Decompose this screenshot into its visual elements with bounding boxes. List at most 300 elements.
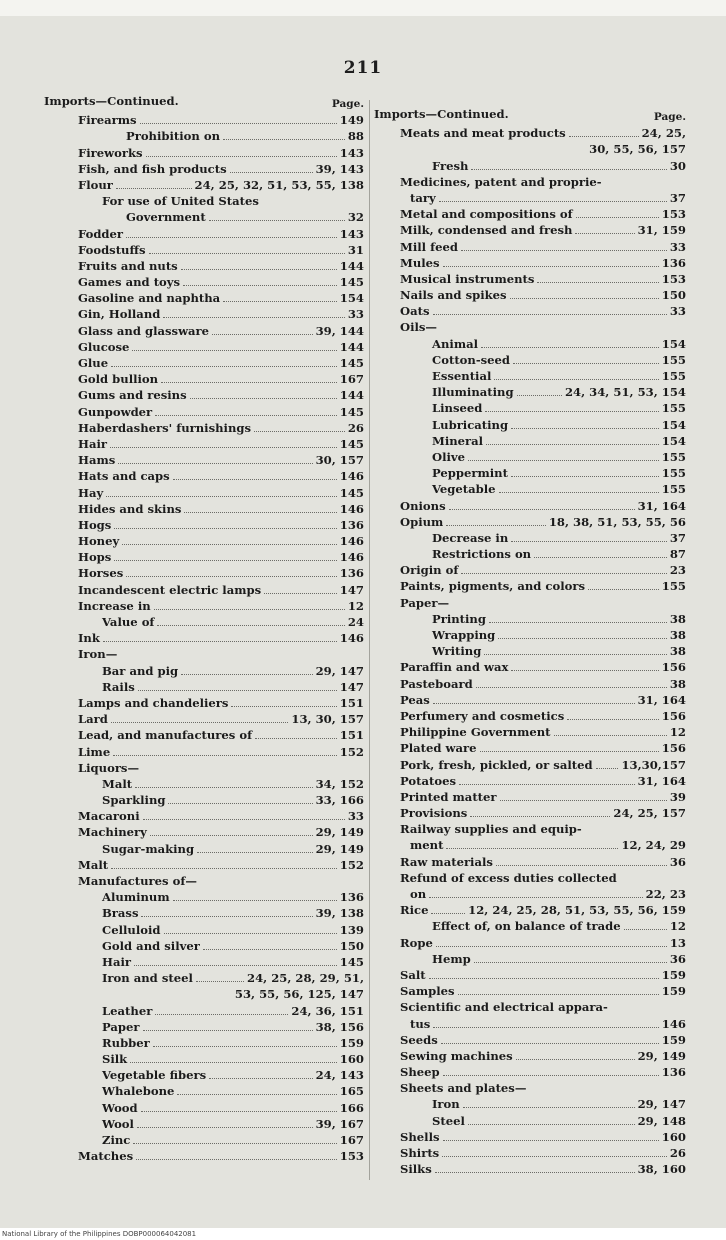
entry-pages: 53, 55, 56, 125, 147	[234, 987, 364, 1002]
dot-leader	[481, 346, 659, 348]
right-index-entry	[374, 561, 686, 577]
dot-leader	[130, 1061, 337, 1063]
entry-label: Lamps and chandeliers	[78, 695, 229, 710]
entry-label: Glucose	[78, 339, 130, 354]
left-index-entry	[44, 839, 364, 855]
dot-leader	[485, 410, 658, 412]
entry-pages: 159	[661, 967, 686, 982]
left-index-entry	[44, 321, 364, 337]
entry-label: Macaroni	[78, 809, 140, 824]
right-index-entry	[374, 772, 686, 788]
dot-leader	[480, 750, 659, 752]
left-index-entry	[44, 1066, 364, 1082]
entry-pages: 13, 30, 157	[291, 712, 364, 727]
entry-label: Shells	[400, 1129, 440, 1144]
dot-leader	[476, 686, 667, 688]
dot-leader	[443, 1139, 659, 1141]
entry-label: Prohibition on	[126, 129, 221, 144]
entry-pages: 31, 164	[637, 498, 686, 513]
entry-pages: 33	[669, 239, 686, 254]
dot-leader	[177, 1093, 336, 1095]
entry-label: Rope	[400, 935, 433, 950]
right-index-entry	[374, 318, 686, 334]
entry-pages: 152	[339, 857, 364, 872]
right-index-entry	[374, 593, 686, 609]
right-index-entry	[374, 1111, 686, 1127]
right-index-entry	[374, 545, 686, 561]
entry-pages: 143	[339, 145, 364, 160]
entry-pages: 139	[339, 922, 364, 937]
right-index-entry	[374, 302, 686, 318]
left-index-entry	[44, 176, 364, 192]
right-index-entry	[374, 237, 686, 253]
column-divider	[369, 100, 370, 1180]
entry-pages: 24, 143	[315, 1068, 364, 1083]
entry-pages: 147	[339, 679, 364, 694]
right-index-entry	[374, 852, 686, 868]
entry-label: Philippine Government	[400, 725, 551, 740]
right-page-label: Page.	[653, 111, 686, 123]
entry-label: Sparkling	[102, 793, 166, 808]
entry-label: Matches	[78, 1149, 134, 1164]
entry-label: Paraffin and wax	[400, 660, 509, 675]
right-index-entry	[374, 885, 686, 901]
left-index-entry	[44, 629, 364, 645]
left-index-entry	[44, 338, 364, 354]
right-index-entry	[374, 626, 686, 642]
entry-label: Printed matter	[400, 789, 497, 804]
right-index-entry	[374, 254, 686, 270]
left-index-entry	[44, 742, 364, 758]
left-index-entry	[44, 305, 364, 321]
entry-pages: 39, 143	[315, 161, 364, 176]
dot-leader	[537, 281, 658, 283]
dot-leader	[443, 265, 659, 267]
entry-pages: 29, 149	[637, 1048, 686, 1063]
dot-leader	[442, 1155, 667, 1157]
left-index-entry	[44, 1098, 364, 1114]
right-index-entry	[374, 755, 686, 771]
dot-leader	[474, 961, 667, 963]
dot-leader	[136, 1158, 337, 1160]
left-index-entry	[44, 678, 364, 694]
entry-pages: 155	[661, 449, 686, 464]
dot-leader	[197, 851, 312, 853]
dot-leader	[154, 608, 345, 610]
left-index-entry	[44, 1034, 364, 1050]
entry-pages: 38, 160	[637, 1162, 686, 1177]
dot-leader	[517, 394, 562, 396]
dot-leader	[511, 540, 667, 542]
entry-pages: 154	[661, 417, 686, 432]
entry-pages: 136	[661, 255, 686, 270]
right-index-entry	[374, 998, 686, 1014]
dot-leader	[486, 443, 659, 445]
left-index-entry	[44, 224, 364, 240]
entry-label: Plated ware	[400, 741, 477, 756]
dot-leader	[471, 168, 666, 170]
entry-pages: 154	[661, 336, 686, 351]
entry-pages: 155	[661, 466, 686, 481]
entry-label: Animal	[432, 336, 479, 351]
entry-pages: 39, 144	[315, 323, 364, 338]
entry-pages: 136	[339, 517, 364, 532]
entry-label: Ink	[78, 631, 100, 646]
entry-pages: 150	[339, 938, 364, 953]
entry-pages: 12	[669, 919, 686, 934]
dot-leader	[163, 316, 345, 318]
dot-leader	[149, 252, 345, 254]
dot-leader	[461, 572, 667, 574]
right-index-entry	[374, 270, 686, 286]
right-index-entry	[374, 189, 686, 205]
entry-pages: 32	[347, 210, 364, 225]
entry-label: Iron and steel	[102, 971, 193, 986]
left-index-entry	[44, 516, 364, 532]
dot-leader	[209, 1077, 312, 1079]
entry-label: Lard	[78, 712, 108, 727]
left-index-entry	[44, 402, 364, 418]
left-index-entry	[44, 597, 364, 613]
entry-label: Sewing machines	[400, 1048, 513, 1063]
entry-pages: 150	[661, 288, 686, 303]
right-index-entry	[374, 1079, 686, 1095]
entry-pages: 146	[339, 534, 364, 549]
dot-leader	[446, 524, 546, 526]
right-index-entry	[374, 1095, 686, 1111]
entry-pages: 30, 157	[315, 453, 364, 468]
entry-label: For use of United States	[102, 194, 259, 209]
entry-label: Hair	[102, 954, 131, 969]
entry-label: Onions	[400, 498, 446, 513]
dot-leader	[111, 721, 288, 723]
dot-leader	[449, 508, 635, 510]
entry-label: Oats	[400, 304, 430, 319]
dot-leader	[196, 980, 244, 982]
entry-label: Fodder	[78, 226, 124, 241]
entry-label: Incandescent electric lamps	[78, 582, 262, 597]
entry-pages: 167	[339, 372, 364, 387]
dot-leader	[141, 915, 312, 917]
entry-label: Hay	[78, 485, 104, 500]
entry-label: Hops	[78, 550, 112, 565]
dot-leader	[596, 767, 619, 769]
entry-pages: 38	[669, 611, 686, 626]
right-index-entry	[374, 496, 686, 512]
entry-pages: 38	[669, 676, 686, 691]
entry-pages: 18, 38, 51, 53, 55, 56	[548, 514, 686, 529]
entry-label: Cotton-seed	[432, 352, 511, 367]
left-index-entry	[44, 920, 364, 936]
entry-label: Musical instruments	[400, 271, 535, 286]
entry-pages: 144	[339, 388, 364, 403]
dot-leader	[458, 993, 659, 995]
dot-leader	[500, 799, 667, 801]
right-index-entry	[374, 351, 686, 367]
entry-label: Effect of, on balance of trade	[432, 919, 621, 934]
dot-leader	[153, 1045, 337, 1047]
left-index-entry	[44, 1018, 364, 1034]
dot-leader	[439, 200, 667, 202]
right-index-entry	[374, 448, 686, 464]
entry-label: Printing	[432, 611, 486, 626]
left-index-entry	[44, 127, 364, 143]
entry-pages: 24, 25, 32, 51, 53, 55, 138	[194, 177, 364, 192]
dot-leader	[203, 948, 337, 950]
dot-leader	[431, 912, 465, 914]
entry-pages: 154	[339, 291, 364, 306]
entry-label: Gunpowder	[78, 404, 153, 419]
right-index-entry	[374, 432, 686, 448]
dot-leader	[173, 478, 337, 480]
entry-pages: 155	[661, 352, 686, 367]
dot-leader	[470, 815, 610, 817]
page-top-edge	[0, 0, 726, 16]
dot-leader	[511, 427, 659, 429]
entry-pages: 155	[661, 579, 686, 594]
entry-label: Value of	[102, 615, 155, 629]
entry-label: Sheep	[400, 1065, 440, 1080]
entry-pages: 33	[347, 307, 364, 322]
left-index-entry	[44, 273, 364, 289]
entry-pages: 152	[339, 744, 364, 759]
page-number: 211	[343, 58, 383, 78]
left-index-entry	[44, 613, 364, 629]
entry-pages: 155	[661, 369, 686, 383]
right-index-entry	[374, 173, 686, 189]
entry-label: Rails	[102, 679, 135, 694]
right-index-entry	[374, 1144, 686, 1160]
entry-pages: 154	[661, 433, 686, 448]
right-column-heading: Imports—Continued.	[374, 107, 509, 121]
dot-leader	[134, 964, 337, 966]
left-index-entry	[44, 435, 364, 451]
left-index-entry	[44, 1115, 364, 1131]
entry-pages: 13,30,157	[621, 757, 686, 772]
entry-label: Olive	[432, 449, 466, 464]
left-index-entry	[44, 661, 364, 677]
entry-pages: 87	[669, 547, 686, 562]
right-index-entry	[374, 820, 686, 836]
dot-leader	[118, 462, 312, 464]
entry-label: Silk	[102, 1052, 128, 1067]
dot-leader	[181, 673, 312, 675]
dot-leader	[157, 624, 344, 626]
left-index-entry	[44, 451, 364, 467]
left-index-entry	[44, 888, 364, 904]
entry-pages: 144	[339, 339, 364, 354]
entry-label: Wool	[102, 1116, 134, 1131]
dot-leader	[168, 802, 312, 804]
left-page-label: Page.	[331, 98, 364, 110]
entry-pages: 147	[339, 582, 364, 597]
right-index-entry	[374, 464, 686, 480]
entry-label: Paper—	[400, 595, 450, 610]
right-index-entry	[374, 399, 686, 415]
dot-leader	[141, 1110, 337, 1112]
right-index-entry	[374, 723, 686, 739]
entry-pages: 30	[669, 158, 686, 173]
entry-label: Honey	[78, 534, 120, 549]
entry-pages: 166	[339, 1100, 364, 1115]
entry-label: on	[410, 887, 427, 901]
entry-pages: 38, 156	[315, 1019, 364, 1034]
entry-label: Fireworks	[78, 145, 143, 160]
entry-pages: 39, 167	[315, 1116, 364, 1131]
entry-label: Manufactures of—	[78, 874, 197, 888]
entry-pages: 23	[669, 563, 686, 578]
right-index-entry	[374, 950, 686, 966]
left-index-entry	[44, 969, 364, 985]
entry-label: Glue	[78, 356, 109, 370]
entry-label: Decrease in	[432, 530, 509, 545]
dot-leader	[164, 932, 337, 934]
entry-pages: 143	[339, 226, 364, 241]
entry-label: Opium	[400, 514, 444, 529]
entry-pages: 156	[661, 660, 686, 675]
dot-leader	[554, 734, 667, 736]
right-index-entry	[374, 1014, 686, 1030]
dot-leader	[435, 1171, 635, 1173]
dot-leader	[511, 669, 658, 671]
entry-pages: 146	[339, 631, 364, 646]
dot-leader	[496, 864, 667, 866]
entry-label: ment	[410, 838, 444, 853]
left-column-heading: Imports—Continued.	[44, 94, 179, 108]
right-index-entry	[374, 658, 686, 674]
dot-leader	[463, 1106, 635, 1108]
dot-leader	[441, 1042, 659, 1044]
entry-pages: 136	[339, 566, 364, 581]
entry-pages: 149	[339, 113, 364, 128]
entry-label: Perfumery and cosmetics	[400, 708, 565, 723]
dot-leader	[173, 899, 337, 901]
entry-pages: 145	[339, 275, 364, 290]
dot-leader	[161, 381, 337, 383]
left-index-entry	[44, 1082, 364, 1098]
left-index-entry	[44, 160, 364, 176]
entry-pages: 145	[339, 485, 364, 500]
entry-label: tus	[410, 1016, 431, 1031]
dot-leader	[264, 592, 337, 594]
entry-label: Seeds	[400, 1032, 438, 1047]
dot-leader	[103, 640, 337, 642]
entry-label: Gasoline and naphtha	[78, 291, 221, 306]
entry-label: Wood	[102, 1100, 138, 1115]
entry-label: Fish, and fish products	[78, 161, 227, 176]
dot-leader	[468, 1123, 635, 1125]
left-index-entry	[44, 856, 364, 872]
entry-label: Paints, pigments, and colors	[400, 579, 586, 594]
entry-label: Gold and silver	[102, 938, 200, 953]
dot-leader	[140, 122, 337, 124]
dot-leader	[446, 847, 618, 849]
dot-leader	[624, 928, 667, 930]
entry-label: Medicines, patent and proprie-	[400, 174, 602, 189]
dot-leader	[494, 378, 658, 380]
dot-leader	[429, 896, 642, 898]
dot-leader	[459, 783, 635, 785]
entry-label: tary	[410, 190, 436, 205]
entry-label: Machinery	[78, 825, 147, 840]
right-index-entry	[374, 642, 686, 658]
right-entry-list	[374, 124, 686, 1176]
left-index-entry	[44, 775, 364, 791]
entry-pages: 145	[339, 954, 364, 969]
dot-leader	[489, 621, 667, 623]
entry-label: Leather	[102, 1003, 153, 1018]
entry-pages: 165	[339, 1084, 364, 1099]
entry-label: Malt	[78, 857, 109, 872]
entry-label: Gums and resins	[78, 388, 187, 403]
left-index-entry	[44, 645, 364, 661]
entry-label: Writing	[432, 644, 482, 659]
entry-label: Malt	[102, 776, 133, 791]
dot-leader	[498, 637, 667, 639]
left-index-entry	[44, 872, 364, 888]
entry-label: Mill feed	[400, 239, 458, 254]
entry-pages: 144	[339, 258, 364, 273]
left-index-entry	[44, 208, 364, 224]
left-index-entry	[44, 111, 364, 127]
entry-label: Lime	[78, 744, 111, 759]
entry-label: Mules	[400, 255, 440, 270]
entry-label: Linseed	[432, 401, 483, 416]
dot-leader	[146, 155, 337, 157]
entry-label: Metal and compositions of	[400, 207, 573, 222]
right-index-entry	[374, 901, 686, 917]
entry-label: Silks	[400, 1162, 432, 1177]
left-index-entry	[44, 257, 364, 273]
dot-leader	[461, 249, 667, 251]
entry-label: Raw materials	[400, 854, 493, 869]
entry-label: Lubricating	[432, 417, 509, 432]
right-index-entry	[374, 610, 686, 626]
dot-leader	[135, 786, 312, 788]
dot-leader	[126, 236, 337, 238]
entry-label: Shirts	[400, 1146, 440, 1160]
dot-leader	[181, 268, 337, 270]
entry-label: Rice	[400, 903, 429, 918]
entry-pages: 13	[669, 935, 686, 950]
dot-leader	[588, 588, 659, 590]
entry-pages: 22, 23	[645, 887, 686, 901]
right-index-entry	[374, 1160, 686, 1176]
dot-leader	[516, 1058, 635, 1060]
left-index-entry	[44, 483, 364, 499]
entry-pages: 146	[339, 469, 364, 484]
entry-label: Nails and spikes	[400, 288, 507, 303]
entry-label: Games and toys	[78, 275, 181, 290]
entry-pages: 33	[347, 809, 364, 824]
dot-leader	[499, 491, 659, 493]
entry-label: Wrapping	[432, 628, 496, 642]
entry-pages: 159	[661, 1032, 686, 1047]
right-index-entry	[374, 707, 686, 723]
right-index-entry	[374, 383, 686, 399]
left-index-entry	[44, 532, 364, 548]
dot-leader	[223, 138, 345, 140]
dot-leader	[433, 1026, 658, 1028]
right-index-entry	[374, 804, 686, 820]
entry-pages: 31, 159	[637, 223, 686, 238]
entry-label: Iron	[432, 1097, 460, 1112]
entry-pages: 33	[669, 304, 686, 319]
dot-leader	[126, 575, 337, 577]
entry-label: Origin of	[400, 563, 459, 578]
entry-pages: 24, 36, 151	[291, 1003, 364, 1018]
entry-pages: 160	[661, 1129, 686, 1144]
